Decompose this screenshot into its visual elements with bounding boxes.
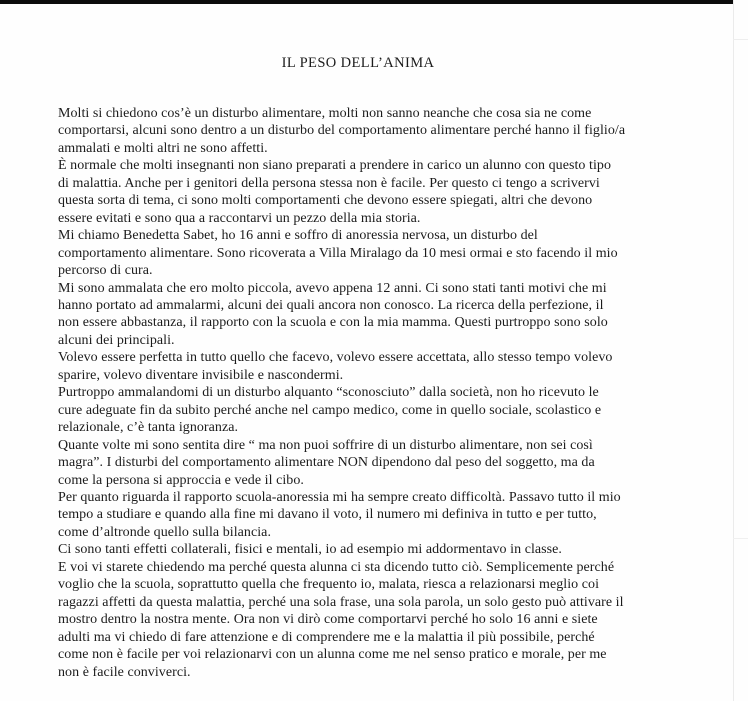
text-line: E voi vi starete chiedendo ma perché questa alunna ci sta dicendo tutto ciò. Semplicemente perché <box>58 559 615 575</box>
right-edge-tick-top <box>733 39 748 40</box>
text-line: questa sorta di tema, ci sono molti comportamenti che devono essere spiegati, altri che devono <box>58 193 593 209</box>
text-line: comportarsi, alcuni sono dentro a un disturbo del comportamento alimentare perché hanno il figlio/a <box>58 123 626 139</box>
document-text-block <box>58 105 713 681</box>
text-line: come la persona si approccia e vede il cibo. <box>58 472 304 488</box>
text-line: non essere abbastanza, il rapporto con la scuola e con la mia mamma. Questi purtroppo sono solo <box>58 315 608 331</box>
text-line: come non è facile per voi relazionarvi con un alunna come me nel senso pratico e morale, per me <box>58 647 607 663</box>
text-line: ragazzi affetti da questa malattia, perché una sola frase, una sola parola, un solo gesto può attivare il <box>58 594 624 610</box>
text-line: essere evitati e sono qua a raccontarvi un pezzo della mia storia. <box>58 210 421 226</box>
text-line: Molti si chiedono cos’è un disturbo alimentare, molti non sanno neanche che cosa sia ne come <box>58 106 592 121</box>
text-line: tempo a studiare e quando alla fine mi davano il voto, il numero mi definiva in tutto e per tutto, <box>58 507 597 523</box>
text-line: Quante volte mi sono sentita dire “ ma non puoi soffrire di un disturbo alimentare, non sei così <box>58 437 593 453</box>
text-line: Mi chiamo Benedetta Sabet, ho 16 anni e soffro di anoressia nervosa, un disturbo del <box>58 228 538 244</box>
text-line: cure adeguate fin da subito perché anche nel campo medico, come in quello sociale, scolastico e <box>58 402 602 418</box>
text-line: Volevo essere perfetta in tutto quello che facevo, volevo essere accettata, allo stesso tempo volevo <box>58 350 613 366</box>
text-line: ammalati e molti altri ne sono affetti. <box>58 140 268 156</box>
text-line: come d’altronde quello sulla bilancia. <box>58 524 271 540</box>
text-line: comportamento alimentare. Sono ricoverata a Villa Miralago da 10 mesi ormai e sto facendo il mio <box>58 245 618 261</box>
document-title: IL PESO DELL’ANIMA <box>281 55 435 71</box>
text-line: di malattia. Anche per i genitori della persona stessa non è facile. Per questo ci tengo a scrivervi <box>58 175 600 191</box>
text-line: Purtroppo ammalandomi di un disturbo alquanto “sconosciuto” dalla società, non ho ricevuto le <box>58 385 599 401</box>
text-line: hanno portato ad ammalarmi, alcuni dei quali ancora non conosco. La ricerca della perfezione, il <box>58 297 604 313</box>
top-border-bar <box>0 0 733 4</box>
text-line: relazionale, c’è tanta ignoranza. <box>58 420 239 436</box>
text-line: È normale che molti insegnanti non siano preparati a prendere in carico un alunno con questo tipo <box>58 158 612 174</box>
text-line: Mi sono ammalata che ero molto piccola, avevo appena 12 anni. Ci sono stati tanti motivi che mi <box>58 280 607 296</box>
right-edge-divider <box>733 0 734 701</box>
text-line: voglio che la scuola, soprattutto quella che frequento io, malata, riesca a relazionarsi meglio coi <box>58 577 600 593</box>
text-line: percorso di cura. <box>58 263 153 279</box>
text-line: adulti ma vi chiedo di fare attenzione e di comprendere me e la malattia il più possibile, perché <box>58 629 595 645</box>
text-line: sparire, volevo diventare invisibile e nascondermi. <box>58 367 344 383</box>
text-line: alcuni dei principali. <box>58 332 175 348</box>
text-line: mostro dentro la nostra mente. Ora non vi dirò come comportarvi perché ho solo 16 anni e siete <box>58 612 598 628</box>
text-line: Ci sono tanti effetti collaterali, fisici e mentali, io ad esempio mi addormentavo in classe. <box>58 542 562 558</box>
text-line: magra”. I disturbi del comportamento alimentare NON dipendono dal peso del soggetto, ma da <box>58 455 595 471</box>
right-edge-tick-middle <box>733 538 748 539</box>
text-line: Per quanto riguarda il rapporto scuola-anoressia mi ha sempre creato difficoltà. Passavo tutto il mio <box>58 489 621 505</box>
text-line: non è facile conviverci. <box>58 664 191 680</box>
